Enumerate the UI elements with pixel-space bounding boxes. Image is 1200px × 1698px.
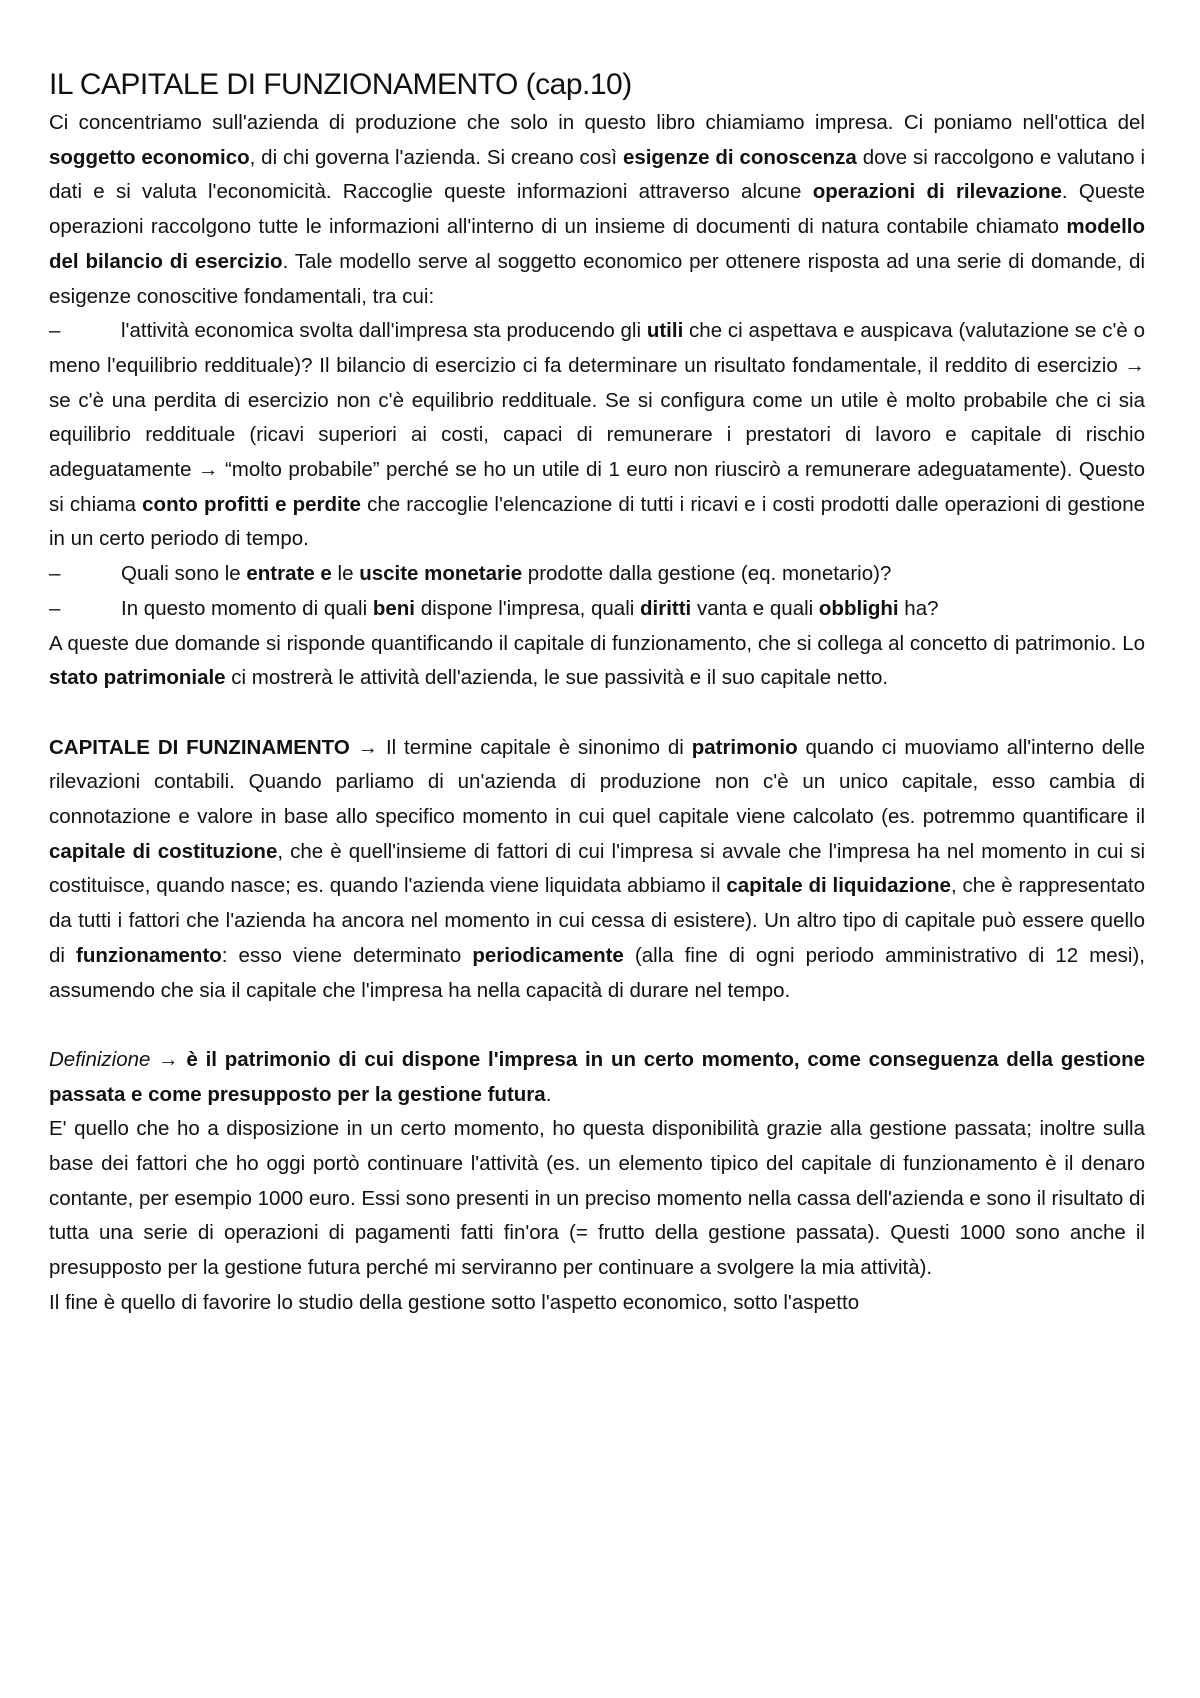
keyword-modello-bilancio: modello del bilancio di esercizio <box>49 215 1145 273</box>
keyword-capitale-liquidazione: capitale di liquidazione <box>726 874 951 898</box>
definition-arrow: → <box>150 1047 187 1071</box>
bullet-text: prodotte dalla gestione (eq. monetario)? <box>522 562 892 586</box>
keyword-soggetto-economico: soggetto economico <box>49 145 250 169</box>
definition-paragraph <box>49 1043 1145 1112</box>
bullet-dash: – <box>49 562 61 586</box>
bullet-item-beni-diritti <box>49 592 1145 627</box>
keyword-diritti: diritti <box>640 596 692 620</box>
keyword-entrate: entrate e <box>246 562 332 586</box>
definition-label: Definizione <box>49 1047 151 1071</box>
document-page <box>49 66 1145 1321</box>
bullet-item-entrate-uscite <box>49 557 1145 592</box>
capitale-funzionamento-paragraph <box>49 731 1145 1009</box>
keyword-beni: beni <box>372 596 416 620</box>
keyword-uscite-monetarie: uscite monetarie <box>359 562 523 586</box>
keyword-stato-patrimoniale: stato patrimoniale <box>49 666 226 690</box>
explanation-paragraph: E' quello che ho a disposizione in un certo momento, ho questa disponibilità grazie alla gestione passata; inoltre sulla base dei fattori che ho oggi portò continuare l'attività (es. un elemento tipico del capitale di funzionamento è il denaro contante, per esempio 1000 euro. Essi sono presenti in un preciso momento nella cassa dell'azienda e sono il risultato di tutta una serie di operazioni di pagamenti fatti fin'ora (= frutto della gestione passata). Questi 1000 sono anche il presupposto per la gestione futura perché mi serviranno per continuare a svolgere la mia attività). <box>49 1117 1145 1280</box>
definition-text: è il patrimonio di cui dispone l'impresa in un certo momento, come conseguenza della gestione passata e come presupposto per la gestione futura <box>49 1047 1145 1106</box>
intro-paragraph <box>49 106 1145 314</box>
final-paragraph: Il fine è quello di favorire lo studio della gestione sotto l'aspetto economico, sotto l'aspetto <box>49 1290 860 1314</box>
after-bullets-paragraph <box>49 627 1145 696</box>
paragraph-spacer <box>49 1008 1145 1043</box>
bullet-text: ha? <box>898 596 939 620</box>
keyword-capitale-costituzione: capitale di costituzione <box>49 839 278 863</box>
bullet-content <box>121 557 1145 592</box>
bullet-text: le <box>331 562 360 586</box>
intro-text: . Tale modello serve al soggetto economico per ottenere risposta ad una serie di domande, di esigenze conoscitive fondamentali, tra cui: <box>49 249 1146 308</box>
keyword-funzionamento: funzionamento <box>76 943 222 967</box>
keyword-operazioni-rilevazione: operazioni di rilevazione <box>812 180 1062 204</box>
bullet-content <box>121 592 1145 627</box>
keyword-utili: utili <box>646 319 684 343</box>
section-heading-capitale: CAPITALE DI FUNZINAMENTO <box>49 735 350 759</box>
keyword-obblighi: obblighi <box>818 596 899 620</box>
paragraph-text: A queste due domande si risponde quantificando il capitale di funzionamento, che si collega al concetto di patrimonio. Lo <box>49 631 1145 655</box>
paragraph-text: : esso viene determinato <box>221 943 473 967</box>
paragraph-text: → Il termine capitale è sinonimo di <box>349 735 692 759</box>
keyword-patrimonio: patrimonio <box>691 735 798 759</box>
intro-text: Ci concentriamo sull'azienda di produzione che solo in questo libro chiamiamo impresa. Ci poniamo nell'ottica del <box>49 111 1145 134</box>
intro-text: dove si raccolgono e valutano i dati e si valuta l'economicità. Raccoglie queste informazioni attraverso alcune <box>49 145 1145 204</box>
bullet-text: vanta e quali <box>691 596 819 620</box>
paragraph-spacer <box>49 696 1145 731</box>
paragraph-text: , che è quell'insieme di fattori di cui l'impresa si avvale che l'impresa ha nel momento in cui si costituisce, quando nasce; es. quando l'azienda viene liquidata abbiamo il <box>49 839 1146 898</box>
page-title: IL CAPITALE DI FUNZIONAMENTO (cap.10) <box>49 68 632 101</box>
bullet-text: l'attività economica svolta dall'impresa sta producendo gli <box>121 319 647 343</box>
bullet-text: Quali sono le <box>121 562 247 586</box>
bullet-dash: – <box>49 319 61 343</box>
bullet-text: dispone l'impresa, quali <box>415 596 640 620</box>
keyword-periodicamente: periodicamente <box>472 943 624 967</box>
bullet-text: che ci aspettava e auspicava (valutazione se c'è o meno l'equilibrio reddituale)? Il bilancio di esercizio ci fa determinare un risultato fondamentale, il reddito di esercizio → se c'è una perdita di esercizio non c'è equilibrio reddituale. Se si configura come un utile è molto probabile che ci sia equilibrio reddituale (ricavi superiori ai costi, capaci di remunerare i prestatori di lavoro e capitale di rischio adeguatamente → “molto probabile” perché se ho un utile di 1 euro non riuscirò a remunerare adeguatamente). Questo si chiama <box>49 319 1145 516</box>
paragraph-text: quando ci muoviamo all'interno delle rilevazioni contabili. Quando parliamo di un'azienda di produzione non c'è un unico capitale, esso cambia di connotazione e valore in base allo specifico momento in cui quel capitale viene calcolato (es. potremmo quantificare il <box>49 735 1146 829</box>
bullet-text: In questo momento di quali <box>121 596 373 620</box>
keyword-esigenze-conoscenza: esigenze di conoscenza <box>622 145 857 169</box>
bullet-dash: – <box>49 596 61 620</box>
paragraph-text: (alla fine di ogni periodo amministrativo di 12 mesi), assumendo che sia il capitale che l'impresa ha nella capacità di durare nel tempo. <box>49 943 1145 1002</box>
keyword-conto-profitti-perdite: conto profitti e perdite <box>142 492 361 516</box>
intro-text: . Queste operazioni raccolgono tutte le informazioni all'interno di un insieme di documenti di natura contabile chiamato <box>49 180 1145 239</box>
bullet-item-utili <box>49 314 1145 557</box>
paragraph-text: , che è rappresentato da tutti i fattori che l'azienda ha ancora nel momento in cui cessa di esistere). Un altro tipo di capitale può essere quello di <box>49 874 1145 967</box>
paragraph-text: ci mostrerà le attività dell'azienda, le sue passività e il suo capitale netto. <box>225 666 889 690</box>
intro-text: , di chi governa l'azienda. Si creano così <box>249 145 623 169</box>
definition-end: . <box>545 1082 552 1106</box>
bullet-text: che raccoglie l'elencazione di tutti i ricavi e i costi prodotti dalle operazioni di gestione in un certo periodo di tempo. <box>49 492 1146 551</box>
